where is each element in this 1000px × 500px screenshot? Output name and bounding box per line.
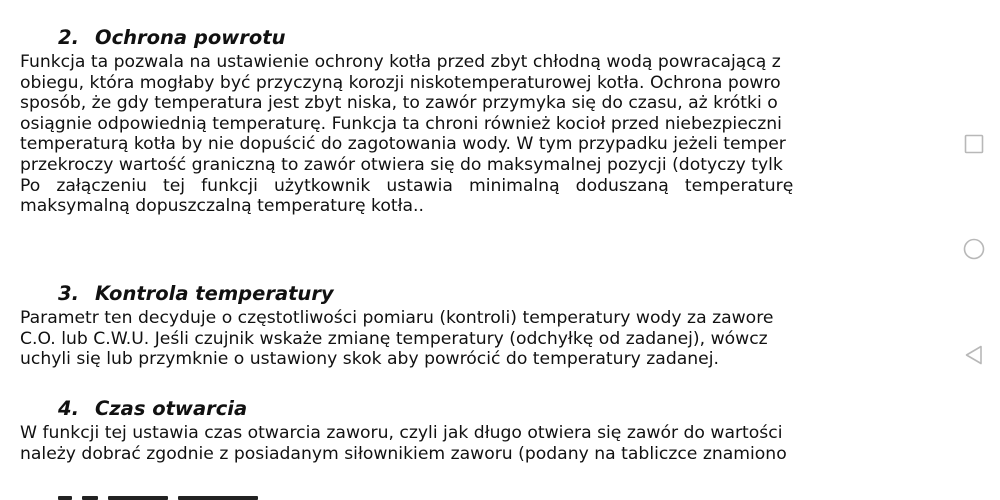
paragraph-line: sposób, że gdy temperatura jest zbyt niska, to zawór przymyka się do czasu, aż krótki o (20, 93, 778, 114)
section-czas-otwarcia (20, 397, 947, 464)
section-number: 4. (58, 397, 79, 420)
section-paragraph (20, 52, 947, 217)
section-number: 2. (58, 26, 79, 49)
paragraph-line: osiągnie odpowiednią temperaturę. Funkcja ta chroni również kocioł przed niebezpieczni (20, 113, 782, 134)
paragraph-line: należy dobrać zgodnie z posiadanym siłownikiem zaworu (podany na tabliczce znamiono (20, 443, 787, 464)
paragraph-line: przekroczy wartość graniczną to zawór otwiera się do maksymalnej pozycji (dotyczy tylk (20, 154, 783, 175)
paragraph-line: W funkcji tej ustawia czas otwarcia zaworu, czyli jak długo otwiera się zawór do wartości (20, 423, 783, 443)
paragraph-line: obiegu, która mogłaby być przyczyną korozji niskotemperaturowej kotła. Ochrona powro (20, 72, 781, 93)
section-title: Czas otwarcia (95, 397, 248, 420)
paragraph-line: maksymalną dopuszczalną temperaturę kotła.. (20, 196, 424, 217)
section-heading (58, 397, 947, 423)
home-icon[interactable] (962, 237, 986, 261)
section-number: 3. (58, 282, 79, 305)
paragraph-line: Po załączeniu tej funkcji użytkownik ustawia minimalną doduszaną temperaturę (20, 175, 794, 196)
recent-apps-icon[interactable] (962, 132, 986, 156)
paragraph-line: C.O. lub C.W.U. Jeśli czujnik wskaże zmianę temperatury (odchyłkę od zadanej), wówcz (20, 328, 768, 349)
paragraph-line: temperaturą kotła by nie dopuścić do zagotowania wody. W tym przypadku jeżeli temper (20, 134, 786, 155)
paragraph-line: Funkcja ta pozwala na ustawienie ochrony kotła przed zbyt chłodną wodą powracającą z (20, 52, 781, 72)
section-paragraph (20, 423, 947, 464)
paragraph-line: Parametr ten decyduje o częstotliwości pomiaru (kontroli) temperatury wody za zawore (20, 308, 774, 328)
section-heading (58, 26, 947, 52)
section-paragraph (20, 308, 947, 370)
section-title: Ochrona powrotu (95, 26, 286, 49)
section-heading (58, 282, 947, 308)
clipped-next-heading (58, 491, 258, 500)
paragraph-line: uchyli się lub przymknie o ustawiony skok aby powrócić do temperatury zadanej. (20, 349, 719, 370)
section-title: Kontrola temperatury (95, 282, 334, 305)
section-ochrona-powrotu (20, 26, 947, 217)
back-icon[interactable] (962, 343, 986, 367)
section-kontrola-temperatury (20, 282, 947, 370)
system-navigation-bar (947, 0, 1000, 500)
